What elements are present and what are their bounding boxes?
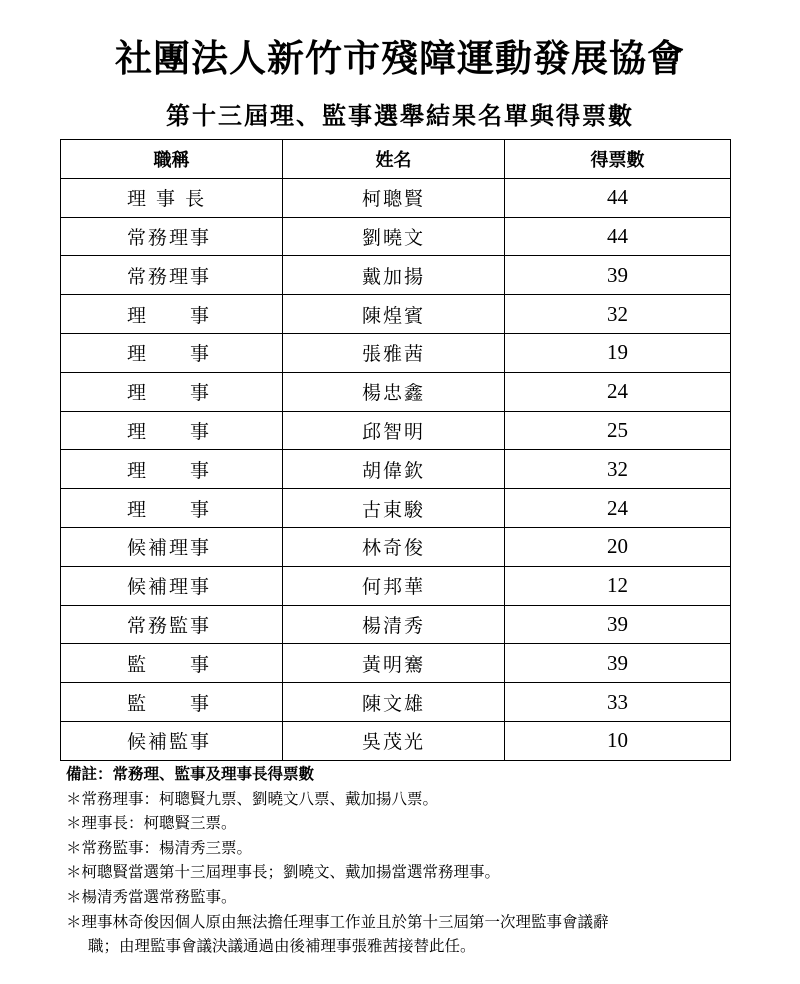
position-cell: 理 事 [61,411,283,450]
position-cell: 理 事 [61,450,283,489]
votes-cell: 32 [505,295,731,334]
name-cell: 戴加揚 [283,256,505,295]
header-name: 姓名 [283,140,505,179]
table-row [61,295,731,334]
name-cell: 柯聰賢 [283,178,505,217]
position-cell: 監 事 [61,683,283,722]
position-cell: 候補監事 [61,721,283,760]
table-row [61,527,731,566]
table-row [61,411,731,450]
header-votes: 得票數 [505,140,731,179]
notes-heading: 備註：常務理、監事及理事長得票數 [66,765,315,783]
results-table [60,139,731,761]
votes-cell: 24 [505,489,731,528]
name-cell: 陳文雄 [283,683,505,722]
votes-cell: 10 [505,721,731,760]
table-row [61,489,731,528]
votes-cell: 20 [505,527,731,566]
position-cell: 理 事 長 [61,178,283,217]
note-item-continuation: 職；由理監事會議決議通過由後補理事張雅茜接替此任。 [88,937,476,956]
name-cell: 黃明騫 [283,644,505,683]
table-row [61,566,731,605]
votes-cell: 39 [505,605,731,644]
position-cell: 常務理事 [61,217,283,256]
position-cell: 理 事 [61,295,283,334]
votes-cell: 12 [505,566,731,605]
name-cell: 楊清秀 [283,605,505,644]
name-cell: 邱智明 [283,411,505,450]
table-row [61,372,731,411]
table-row [61,721,731,760]
name-cell: 林奇俊 [283,527,505,566]
table-row [61,178,731,217]
note-item: ＊理事長：柯聰賢三票。 [66,814,237,833]
table-row [61,256,731,295]
name-cell: 何邦華 [283,566,505,605]
position-cell: 候補理事 [61,566,283,605]
position-cell: 候補理事 [61,527,283,566]
name-cell: 陳煌賓 [283,295,505,334]
position-cell: 理 事 [61,489,283,528]
votes-cell: 33 [505,683,731,722]
table-row [61,450,731,489]
note-item: ＊楊清秀當選常務監事。 [66,887,237,906]
votes-cell: 24 [505,372,731,411]
name-cell: 古東駿 [283,489,505,528]
document-subtitle: 第十三屆理、監事選舉結果名單與得票數 [166,101,634,130]
name-cell: 劉曉文 [283,217,505,256]
position-cell: 常務監事 [61,605,283,644]
note-item: ＊柯聰賢當選第十三屆理事長；劉曉文、戴加揚當選常務理事。 [66,863,501,882]
position-cell: 理 事 [61,372,283,411]
votes-cell: 44 [505,178,731,217]
votes-cell: 19 [505,333,731,372]
header-position: 職稱 [61,140,283,179]
note-item: ＊常務監事：楊清秀三票。 [66,838,253,857]
votes-cell: 39 [505,644,731,683]
position-cell: 理 事 [61,333,283,372]
note-item: ＊理事林奇俊因個人原由無法擔任理事工作並且於第十三屆第一次理監事會議辭 [66,912,609,931]
table-row [61,605,731,644]
votes-cell: 44 [505,217,731,256]
position-cell: 常務理事 [61,256,283,295]
position-cell: 監 事 [61,644,283,683]
name-cell: 胡偉欽 [283,450,505,489]
table-row [61,217,731,256]
votes-cell: 25 [505,411,731,450]
note-item: ＊常務理事：柯聰賢九票、劉曉文八票、戴加揚八票。 [66,789,439,808]
table-row [61,644,731,683]
notes-section [66,762,766,959]
name-cell: 楊忠鑫 [283,372,505,411]
name-cell: 張雅茜 [283,333,505,372]
document-title: 社團法人新竹市殘障運動發展協會 [115,37,685,80]
name-cell: 吳茂光 [283,721,505,760]
votes-cell: 32 [505,450,731,489]
table-row [61,333,731,372]
table-header-row [61,140,731,179]
table-row [61,683,731,722]
votes-cell: 39 [505,256,731,295]
